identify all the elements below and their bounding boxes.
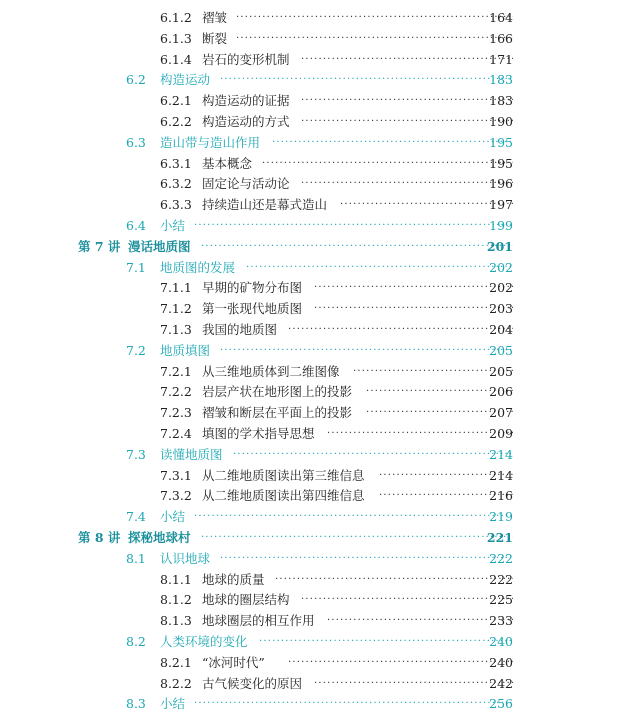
toc-page-number: 202 — [489, 260, 513, 275]
toc-title: 褶皱和断层在平面上的投影 — [202, 405, 353, 420]
toc-subsection-row[interactable] — [0, 195, 624, 215]
toc-title: 小结 — [160, 509, 186, 524]
toc-number: 8.1.3 — [160, 613, 192, 628]
toc-section-row[interactable] — [0, 632, 624, 652]
toc-title: 第一张现代地质图 — [202, 301, 303, 316]
toc-title: 古气候变化的原因 — [202, 676, 303, 691]
toc-title: 从三维地质体到二维图像 — [202, 364, 340, 379]
toc-number: 8.3 — [126, 696, 146, 711]
toc-leader-dots — [220, 549, 513, 569]
toc-subsection-row[interactable] — [0, 362, 624, 382]
toc-chapter-row[interactable] — [0, 237, 624, 257]
toc-number: 6.2.2 — [160, 114, 192, 129]
toc-title: 认识地球 — [160, 551, 211, 566]
toc-page-number: 221 — [486, 530, 513, 545]
toc-page-number: 207 — [489, 405, 513, 420]
toc-section-row[interactable] — [0, 70, 624, 90]
toc-number: 8.1.1 — [160, 572, 192, 587]
toc-section-row[interactable] — [0, 549, 624, 569]
toc-title: 岩石的变形机制 — [202, 52, 290, 67]
toc-subsection-row[interactable] — [0, 611, 624, 631]
toc-subsection-row[interactable] — [0, 653, 624, 673]
toc-number: 6.2 — [126, 72, 146, 87]
toc-page-number: 240 — [489, 634, 513, 649]
toc-page-number: 242 — [489, 676, 513, 691]
toc-page-number: 216 — [489, 488, 513, 503]
toc-leader-dots — [220, 70, 513, 90]
toc-title: 我国的地质图 — [202, 322, 278, 337]
toc-title: 固定论与活动论 — [202, 176, 290, 191]
toc-number: 7.2.4 — [160, 426, 192, 441]
toc-number: 6.1.4 — [160, 52, 192, 67]
toc-number: 6.3.3 — [160, 197, 192, 212]
toc-section-row[interactable] — [0, 445, 624, 465]
toc-page-number: 201 — [486, 239, 513, 254]
toc-leader-dots — [201, 237, 513, 257]
toc-title: 探秘地球村 — [128, 530, 191, 545]
toc-number: 7.1.2 — [160, 301, 192, 316]
toc-section-row[interactable] — [0, 133, 624, 153]
toc-page-number: 204 — [489, 322, 513, 337]
toc-subsection-row[interactable] — [0, 590, 624, 610]
toc-subsection-row[interactable] — [0, 299, 624, 319]
toc-subsection-row[interactable] — [0, 486, 624, 506]
toc-page-number: 206 — [489, 384, 513, 399]
toc-number: 6.1.3 — [160, 31, 192, 46]
toc-page-number: 190 — [489, 114, 513, 129]
toc-subsection-row[interactable] — [0, 403, 624, 423]
toc-page-number: 205 — [489, 364, 513, 379]
toc-page-number: 197 — [489, 197, 513, 212]
toc-number: 6.3 — [126, 135, 146, 150]
toc-number: 7.1.3 — [160, 322, 192, 337]
toc-subsection-row[interactable] — [0, 382, 624, 402]
toc-page-number: 219 — [489, 509, 513, 524]
toc-title: 地质图的发展 — [160, 260, 236, 275]
toc-title: 构造运动的证据 — [202, 93, 290, 108]
toc-section-row[interactable] — [0, 258, 624, 278]
toc-subsection-row[interactable] — [0, 50, 624, 70]
toc-section-row[interactable] — [0, 216, 624, 236]
toc-page-number: 164 — [489, 10, 513, 25]
toc-title: 基本概念 — [202, 156, 253, 171]
toc-number: 7.2.1 — [160, 364, 192, 379]
toc-page-number: 240 — [489, 655, 513, 670]
toc-page-number: 233 — [489, 613, 513, 628]
toc-subsection-row[interactable] — [0, 8, 624, 28]
toc-section-row[interactable] — [0, 507, 624, 527]
toc-title: 早期的矿物分布图 — [202, 280, 303, 295]
toc-leader-dots — [201, 528, 513, 548]
toc-number: 7.2.2 — [160, 384, 192, 399]
toc-title: 地质填图 — [160, 343, 211, 358]
toc-title: 人类环境的变化 — [160, 634, 248, 649]
toc-page-number: 225 — [489, 592, 513, 607]
toc-subsection-row[interactable] — [0, 278, 624, 298]
toc-subsection-row[interactable] — [0, 91, 624, 111]
toc-title: 从二维地质图读出第四维信息 — [202, 488, 365, 503]
toc-page-number: 205 — [489, 343, 513, 358]
toc-page-number: 203 — [489, 301, 513, 316]
toc-title: 构造运动 — [160, 72, 211, 87]
toc-number: 7.3.1 — [160, 468, 192, 483]
toc-number: 第 8 讲 — [78, 530, 121, 545]
toc-number: 8.1.2 — [160, 592, 192, 607]
toc-title: 读懂地质图 — [160, 447, 223, 462]
toc-subsection-row[interactable] — [0, 29, 624, 49]
toc-leader-dots — [194, 694, 513, 714]
toc-number: 7.4 — [126, 509, 146, 524]
toc-number: 7.3 — [126, 447, 146, 462]
toc-page-number: 199 — [489, 218, 513, 233]
toc-number: 7.2.3 — [160, 405, 192, 420]
toc-number: 8.2.2 — [160, 676, 192, 691]
toc-page-number: 209 — [489, 426, 513, 441]
toc-title: 断裂 — [202, 31, 228, 46]
toc-title: 填图的学术指导思想 — [202, 426, 315, 441]
toc-subsection-row[interactable] — [0, 570, 624, 590]
toc-page-number: 202 — [489, 280, 513, 295]
toc-section-row[interactable] — [0, 694, 624, 714]
toc-subsection-row[interactable] — [0, 112, 624, 132]
toc-page-number: 222 — [489, 551, 513, 566]
toc-page-number: 183 — [489, 72, 513, 87]
toc-page-number: 195 — [489, 135, 513, 150]
toc-number: 7.1 — [126, 260, 146, 275]
toc-number: 6.2.1 — [160, 93, 192, 108]
toc-number: 7.3.2 — [160, 488, 192, 503]
toc-title: “冰河时代” — [202, 655, 265, 670]
toc-number: 7.2 — [126, 343, 146, 358]
toc-title: 小结 — [160, 696, 186, 711]
toc-number: 第 7 讲 — [78, 239, 121, 254]
toc-page-number: 196 — [489, 176, 513, 191]
toc-section-row[interactable] — [0, 341, 624, 361]
toc-title: 漫话地质图 — [128, 239, 191, 254]
toc-page-number: 183 — [489, 93, 513, 108]
toc-title: 地球的质量 — [202, 572, 265, 587]
toc-page-number: 222 — [489, 572, 513, 587]
toc-number: 8.1 — [126, 551, 146, 566]
toc-subsection-row[interactable] — [0, 424, 624, 444]
toc-leader-dots — [194, 507, 513, 527]
toc-number: 8.2 — [126, 634, 146, 649]
toc-page-number: 214 — [489, 447, 513, 462]
toc-page-number: 171 — [489, 52, 513, 67]
toc-leader-dots — [220, 341, 513, 361]
toc-title: 构造运动的方式 — [202, 114, 290, 129]
toc-subsection-row[interactable] — [0, 674, 624, 694]
toc-page-number: 214 — [489, 468, 513, 483]
toc-page-number: 166 — [489, 31, 513, 46]
toc-title: 从二维地质图读出第三维信息 — [202, 468, 365, 483]
toc-title: 持续造山还是幕式造山 — [202, 197, 328, 212]
toc-title: 褶皱 — [202, 10, 228, 25]
toc-number: 6.3.1 — [160, 156, 192, 171]
toc-title: 小结 — [160, 218, 186, 233]
toc-number: 7.1.1 — [160, 280, 192, 295]
toc-number: 6.3.2 — [160, 176, 192, 191]
toc-subsection-row[interactable] — [0, 320, 624, 340]
toc-number: 6.1.2 — [160, 10, 192, 25]
toc-page-number: 195 — [489, 156, 513, 171]
toc-chapter-row[interactable] — [0, 528, 624, 548]
toc-subsection-row[interactable] — [0, 174, 624, 194]
toc-title: 地球圈层的相互作用 — [202, 613, 315, 628]
toc-leader-dots — [194, 216, 513, 236]
toc-title: 岩层产状在地形图上的投影 — [202, 384, 353, 399]
toc-number: 6.4 — [126, 218, 146, 233]
toc-page-number: 256 — [489, 696, 513, 711]
toc-subsection-row[interactable] — [0, 466, 624, 486]
toc-number: 8.2.1 — [160, 655, 192, 670]
toc-title: 造山带与造山作用 — [160, 135, 261, 150]
toc-subsection-row[interactable] — [0, 154, 624, 174]
toc-title: 地球的圈层结构 — [202, 592, 290, 607]
